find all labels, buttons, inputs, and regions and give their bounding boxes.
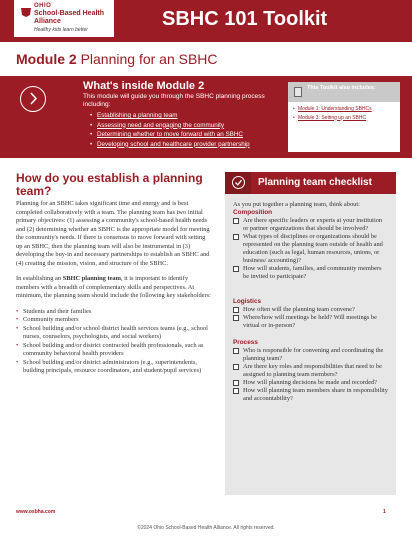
copyright-text: ©2024 Ohio School-Based Health Alliance. All rights reserved.: [137, 525, 275, 531]
logo-name-text: School-Based Health Alliance: [34, 10, 105, 25]
paragraph-bold-term: SBHC planning team: [62, 275, 121, 282]
checkbox[interactable]: [233, 315, 239, 321]
whats-inside-link[interactable]: • Determining whether to move forward with an SBHC: [90, 130, 250, 140]
checklist-item-text: Are there specific leaders or experts at your institution or partner organizations that should be involved?: [243, 217, 383, 232]
checklist-item[interactable]: [233, 387, 388, 403]
planning-checklist-panel: [225, 172, 396, 495]
checklist-item-text: What types of disciplines or organizations should be represented on the planning team outside of health and education (such as legal, human resources, unions, or business/ accounting)?: [243, 233, 383, 264]
checklist-item-text: How will students, families, and community members be invited to participate?: [243, 265, 382, 280]
list-item: • Students and their families: [16, 308, 212, 317]
also-includes-header: [288, 82, 400, 102]
checklist-body: [225, 194, 396, 403]
module-title: [16, 51, 218, 67]
list-item: • Community members: [16, 316, 212, 325]
checklist-item[interactable]: [233, 265, 388, 281]
module-number: Module 2: [16, 51, 77, 67]
checklist-header: [225, 172, 396, 194]
section-heading: How do you establish a planning team?: [16, 171, 203, 198]
paragraph-text: , it is important to identify members with a breadth of complementary skills and perspectives. At minimum, the planning team should include the following key stakeholders:: [16, 275, 211, 299]
main-column: [16, 172, 212, 376]
ohio-shape-icon: [20, 6, 32, 18]
whats-inside-heading: What's inside Module 2: [83, 80, 205, 92]
checkbox[interactable]: [233, 266, 239, 272]
checkbox[interactable]: [233, 218, 239, 224]
toolkit-title: SBHC 101 Toolkit: [162, 8, 328, 30]
intro-paragraph: Planning for an SBHC takes significant time and energy and is best completed collaboratively with a team. The planning team has two initial primary objectives: (1) assessing a community's school-based health needs and (2) determining whether an SBHC is the appropriate model for meeting the community's needs. If there is consensus to move forward with setting up an SBHC, then the planning team will also be instrumental in (3) developing the buy-in and necessary partnerships to establish an SBHC and (4) creating the mission, vision, and structure of the SBHC.: [16, 200, 210, 267]
footer-url-link[interactable]: www.osbha.com: [16, 509, 56, 515]
stakeholder-paragraph: [16, 275, 212, 301]
whats-inside-list: [90, 111, 250, 149]
also-includes-title: This Toolkit also includes:: [307, 85, 376, 91]
checklist-item[interactable]: [233, 314, 388, 330]
logo-ohio-text: OHIO: [34, 3, 52, 9]
checklist-item[interactable]: [233, 363, 388, 379]
module-name: Planning for an SBHC: [80, 51, 218, 67]
checklist-icon-block: [225, 172, 251, 194]
checkbox[interactable]: [233, 388, 239, 394]
checklist-item-text: How will planning team members share in responsibility and accountability?: [243, 387, 389, 402]
checklist-item[interactable]: [233, 347, 388, 363]
checklist-section-title: Composition: [233, 209, 273, 216]
checklist-item-text: How often will the planning team convene?: [243, 306, 355, 313]
checkbox[interactable]: [233, 307, 239, 313]
checklist-intro: As you put together a planning team, think about:: [233, 201, 360, 208]
whats-inside-link[interactable]: • Developing school and healthcare provider partnership: [90, 140, 250, 150]
document-icon: [294, 87, 302, 97]
header-band: [0, 0, 412, 42]
paragraph-text: In establishing an: [16, 275, 63, 282]
checkbox[interactable]: [233, 364, 239, 370]
checklist-item[interactable]: [233, 217, 388, 233]
checklist-item-text: Where/how will meetings be held? Will meetings be virtual or in-person?: [243, 314, 377, 329]
checklist-section-title: Logistics: [233, 298, 262, 305]
also-includes-list: [288, 102, 400, 121]
whats-inside-band: [0, 76, 412, 158]
checklist-item[interactable]: [233, 233, 388, 265]
logo-tagline: Healthy kids learn better: [34, 27, 88, 33]
checklist-title: Planning team checklist: [258, 177, 372, 188]
logo[interactable]: [14, 0, 114, 37]
checklist-item-text: Are there key roles and responsibilities that need to be assigned to planning team members?: [243, 363, 382, 378]
checklist-item-text: How will planning decisions be made and recorded?: [243, 379, 377, 386]
checkbox[interactable]: [233, 348, 239, 354]
whats-inside-link[interactable]: • Assessing need and engaging the community: [90, 121, 250, 131]
whats-inside-description: This module will guide you through the SBHC planning process including:: [83, 93, 265, 108]
page-number: 1: [383, 509, 386, 515]
arrow-right-icon: [20, 86, 46, 112]
list-item: • School building and/or district contracted health professionals, such as community behavioral health providers: [16, 342, 212, 359]
checkbox[interactable]: [233, 380, 239, 386]
module-link[interactable]: • Module 1: Understanding SBHCs: [293, 106, 400, 113]
checkmark-icon: [232, 176, 245, 189]
whats-inside-link[interactable]: • Establishing a planning team: [90, 111, 250, 121]
checklist-item-text: Who is responsible for convening and coordinating the planning team?: [243, 347, 384, 362]
checkbox[interactable]: [233, 234, 239, 240]
toolkit-also-includes-box: [288, 82, 400, 152]
list-item: • School building and/or school district health services teams (e.g., school nurses, counselors, psychologists, and social workers): [16, 325, 212, 342]
checklist-section-title: Process: [233, 339, 258, 346]
module-link[interactable]: • Module 3: Setting up an SBHC: [293, 115, 400, 122]
checklist-item[interactable]: [233, 306, 388, 314]
checklist-item[interactable]: [233, 379, 388, 387]
stakeholder-list: [16, 308, 212, 376]
list-item: • School building and/or district administrators (e.g., superintendents, building principals, resource coordinators, and student/pupil services): [16, 359, 212, 376]
